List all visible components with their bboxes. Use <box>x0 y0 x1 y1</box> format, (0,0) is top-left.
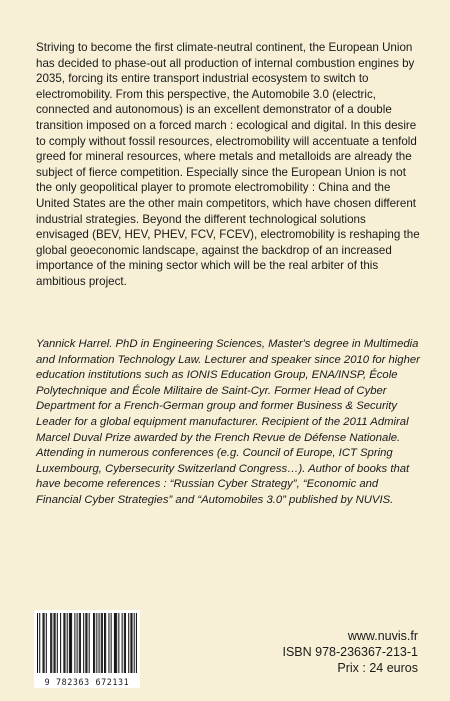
publisher-info <box>282 628 418 676</box>
publisher-website: www.nuvis.fr <box>347 629 418 643</box>
back-cover-summary: Striving to become the first climate-neutral continent, the European Union has decided to phase-out all production of internal combustion engines by 2035, forcing its entire transport industrial ecosystem to switch to electromobility. From this perspective, the Automobile 3.0 (electric, connected and autonomous) is an excellent demonstrator of a double transition imposed on a forced march : ecological and digital. In this desire to comply without fossil resources, electromobility will accentuate a tenfold greed for mineral resources, where metals and metalloids are already the subject of fierce competition. Especially since the European Union is not the only geopolitical player to promote electromobility : China and the United States are the other main competitors, which have chosen different industrial strategies. Beyond the different technological solutions envisaged (BEV, HEV, PHEV, FCV, FCEV), electromobility is reshaping the global geoeconomic landscape, against the backdrop of an increased importance of the mining sector which will be the real arbiter of this ambitious project. <box>36 41 420 288</box>
barcode-digits: 9 782363 672131 <box>44 677 130 687</box>
isbn-barcode <box>34 610 140 688</box>
price-label: Prix : 24 euros <box>337 661 418 675</box>
barcode-bars <box>37 613 137 673</box>
author-biography: Yannick Harrel. PhD in Engineering Sciences, Master's degree in Multimedia and Information Technology Law. Lecturer and speaker since 2010 for higher education institutions such as IONIS Education Group, ENA/INSP, École Polytechnique and École Militaire de Saint-Cyr. Former Head of Cyber Department for a French-German group and former Business & Security Leader for a global equipment manufacturer. Recipient of the 2011 Admiral Marcel Duval Prize awarded by the French Revue de Défense Nationale. Attending in numerous conferences (e.g. Council of Europe, ICT Spring Luxembourg, Cybersecurity Switzerland Congress…). Author of books that have become references : “Russian Cyber Strategy”, “Economic and Financial Cyber Strategies” and “Automobiles 3.0” published by NUVIS. <box>36 338 420 506</box>
isbn-number: ISBN 978-236367-213-1 <box>282 645 418 659</box>
